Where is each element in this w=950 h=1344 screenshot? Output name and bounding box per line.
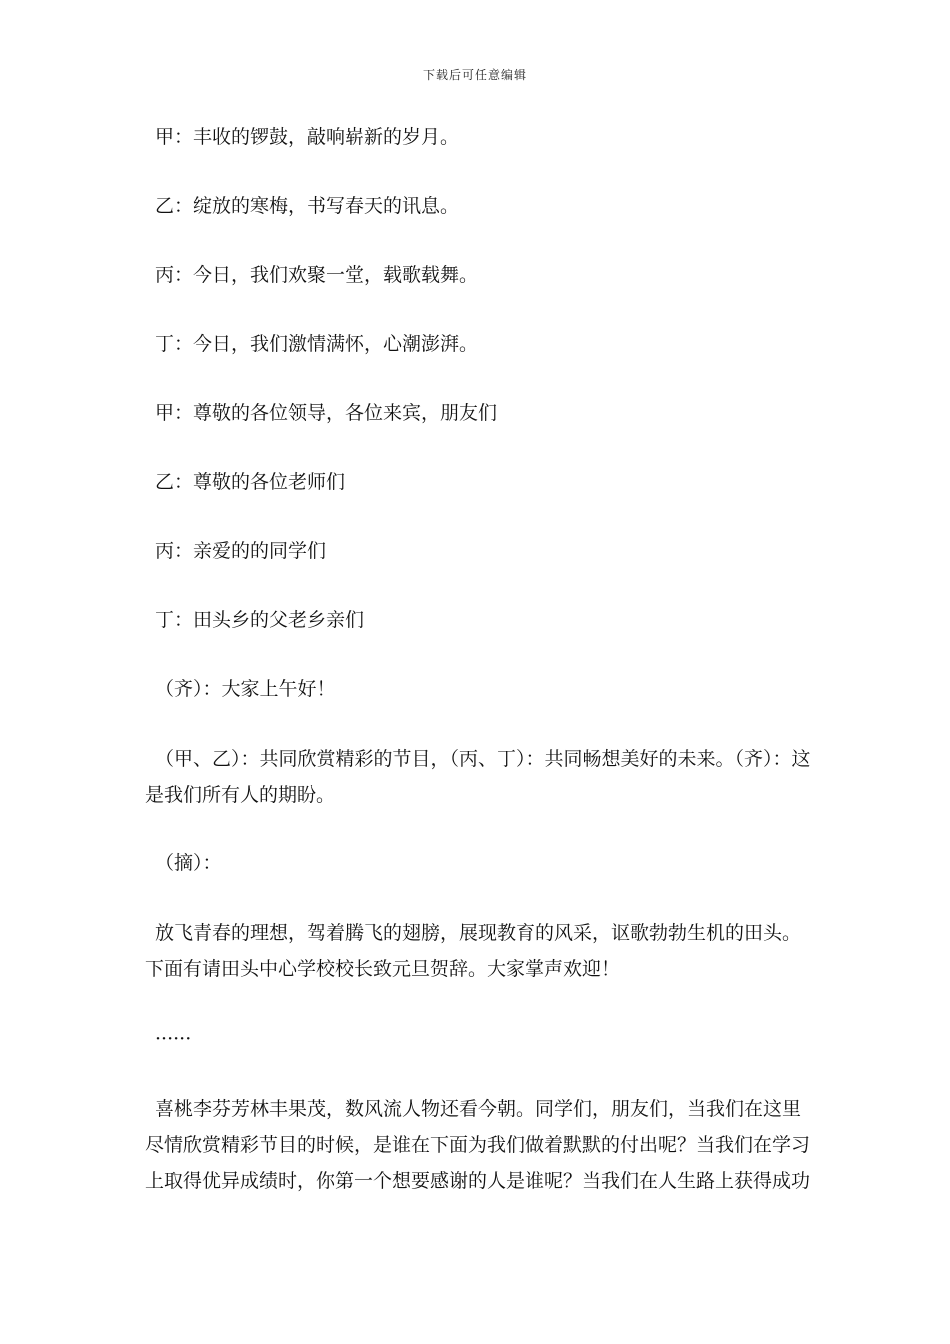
script-line-together-1: （齐）：大家上午好！ (155, 678, 336, 700)
script-line-yi-1: 乙：绽放的寒梅，书写春天的讯息。 (155, 195, 460, 217)
paragraph-row: 放飞青春的理想，驾着腾飞的翅膀，展现教育的风采，讴歌勃勃生机的田头。 (155, 922, 802, 944)
script-paragraph-gratitude (145, 1091, 810, 1199)
script-line-bing-2: 丙：亲爱的的同学们 (155, 540, 327, 562)
ellipsis-line: ······ (155, 1028, 192, 1050)
script-line-jia-2: 甲：尊敬的各位领导，各位来宾，朋友们 (155, 402, 498, 424)
script-paragraph-principal-intro (145, 915, 810, 987)
paragraph-row: 上取得优异成绩时，你第一个想要感谢的人是谁呢？当我们在人生路上获得成功 (145, 1170, 811, 1192)
paragraph-row: 喜桃李芬芳林丰果茂，数风流人物还看今朝。同学们，朋友们，当我们在这里 (155, 1098, 802, 1120)
paragraph-row: 是我们所有人的期盼。 (145, 784, 336, 806)
script-line-excerpt: （摘）： (155, 852, 222, 874)
paragraph-row: 尽情欣赏精彩节目的时候，是谁在下面为我们做着默默的付出呢？当我们在学习 (145, 1134, 811, 1156)
script-line-ding-2: 丁：田头乡的父老乡亲们 (155, 609, 365, 631)
paragraph-row: （甲、乙）：共同欣赏精彩的节目，（丙、丁）：共同畅想美好的未来。（齐）：这 (155, 748, 811, 770)
script-line-yi-2: 乙：尊敬的各位老师们 (155, 471, 346, 493)
paragraph-row: 下面有请田头中心学校校长致元旦贺辞。大家掌声欢迎！ (145, 958, 621, 980)
script-line-bing-1: 丙：今日，我们欢聚一堂，载歌载舞。 (155, 264, 479, 286)
script-line-ding-1: 丁：今日，我们激情满怀，心潮澎湃。 (155, 333, 479, 355)
script-line-jia-1: 甲：丰收的锣鼓，敲响崭新的岁月。 (155, 126, 460, 148)
header-note: 下载后可任意编辑 (422, 68, 527, 82)
script-paragraph-together-2 (145, 741, 810, 813)
